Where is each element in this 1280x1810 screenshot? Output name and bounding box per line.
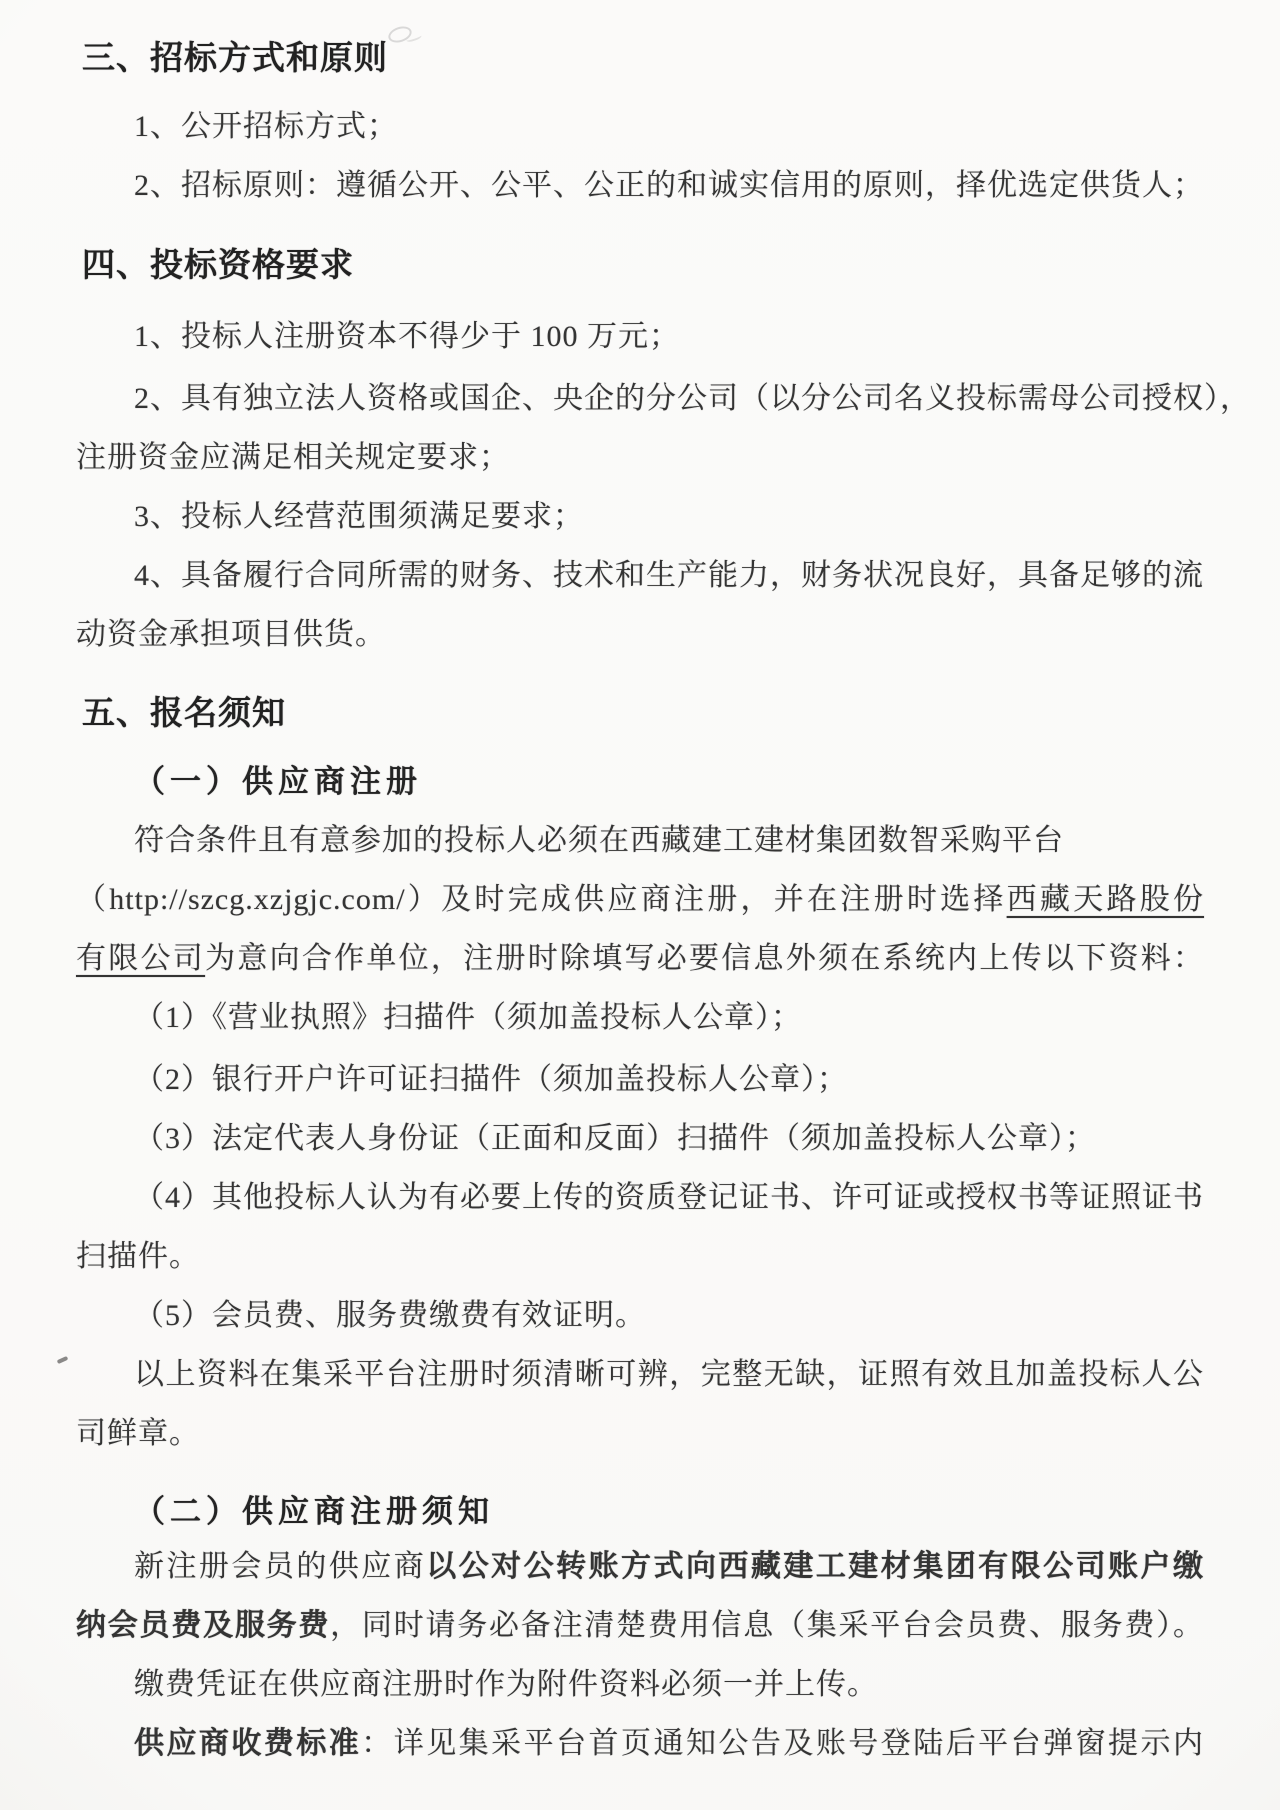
section-4-item-4-line-1: 4、具备履行合同所需的财务、技术和生产能力，财务状况良好，具备足够的流 xyxy=(134,559,1204,592)
section-4-heading: 四、投标资格要求 xyxy=(82,248,354,284)
fee-standard-paragraph xyxy=(0,1714,1204,1773)
registration-url-text: （http://szcg.xzjgjc.com/）及时完成供应商注册，并在注册时选择 xyxy=(76,883,1007,916)
membership-fee-bold-text: 纳会员费及服务费 xyxy=(76,1609,331,1642)
fee-standard-bold-label: 供应商收费标准 xyxy=(134,1727,362,1760)
registration-instruction-text: 为意向合作单位，注册时除填写必要信息外须在系统内上传以下资料： xyxy=(205,942,1205,975)
upload-item-4-line-1: （4）其他投标人认为有必要上传的资质登记证书、许可证或授权书等证照证书 xyxy=(134,1181,1204,1214)
company-name-underlined-part-2: 有限公司 xyxy=(76,942,206,975)
supplier-registration-paragraph-line-3 xyxy=(0,929,1204,988)
supplier-registration-paragraph-line-2 xyxy=(0,870,1204,929)
payment-notice-line-1 xyxy=(0,1537,1204,1596)
section-3-heading: 三、招标方式和原则 xyxy=(82,41,388,77)
supplier-registration-paragraph-line-1: 符合条件且有意参加的投标人必须在西藏建工建材集团数智采购平台 xyxy=(134,824,1064,857)
section-4-item-1: 1、投标人注册资本不得少于 100 万元； xyxy=(134,320,680,353)
materials-note-line-2: 司鲜章。 xyxy=(76,1417,200,1450)
payment-notice-line-2 xyxy=(0,1596,1204,1655)
subsection-2-heading: （二）供应商注册须知 xyxy=(134,1494,494,1529)
section-4-item-2-line-2: 注册资金应满足相关规定要求； xyxy=(76,441,510,474)
payment-notice-bold-text: 以公对公转账方式向西藏建工建材集团有限公司账户缴 xyxy=(426,1550,1204,1583)
subsection-1-heading: （一）供应商注册 xyxy=(134,764,422,799)
company-name-underlined-part-1: 西藏天路股份 xyxy=(1006,883,1205,916)
section-3-item-1: 1、公开招标方式； xyxy=(134,110,398,143)
section-3-item-2: 2、招标原则：遵循公开、公平、公正的和诚实信用的原则，择优选定供货人； xyxy=(134,169,1204,202)
fee-standard-regular-text: ：详见集采平台首页通知公告及账号登陆后平台弹窗提示内 xyxy=(361,1727,1204,1760)
section-4-item-4-line-2: 动资金承担项目供货。 xyxy=(76,618,386,651)
fee-remark-regular-text: ，同时请务必备注清楚费用信息（集采平台会员费、服务费）。 xyxy=(330,1609,1204,1642)
materials-note-line-1: 以上资料在集采平台注册时须清晰可辨，完整无缺，证照有效且加盖投标人公 xyxy=(134,1358,1204,1391)
section-5-heading: 五、报名须知 xyxy=(82,696,286,732)
upload-item-1: （1）《营业执照》扫描件（须加盖投标人公章）； xyxy=(134,1001,802,1034)
upload-item-5: （5）会员费、服务费缴费有效证明。 xyxy=(134,1299,646,1332)
upload-item-2: （2）银行开户许可证扫描件（须加盖投标人公章）； xyxy=(134,1063,848,1096)
upload-item-4-line-2: 扫描件。 xyxy=(76,1240,200,1273)
payment-notice-regular-text: 新注册会员的供应商 xyxy=(134,1550,427,1583)
section-4-item-3: 3、投标人经营范围须满足要求； xyxy=(134,500,584,533)
upload-item-3: （3）法定代表人身份证（正面和反面）扫描件（须加盖投标人公章）； xyxy=(134,1122,1096,1155)
section-4-item-2-line-1: 2、具有独立法人资格或国企、央企的分公司（以分公司名义投标需母公司授权）， xyxy=(134,382,1251,415)
payment-voucher-paragraph: 缴费凭证在供应商注册时作为附件资料必须一并上传。 xyxy=(134,1668,878,1701)
